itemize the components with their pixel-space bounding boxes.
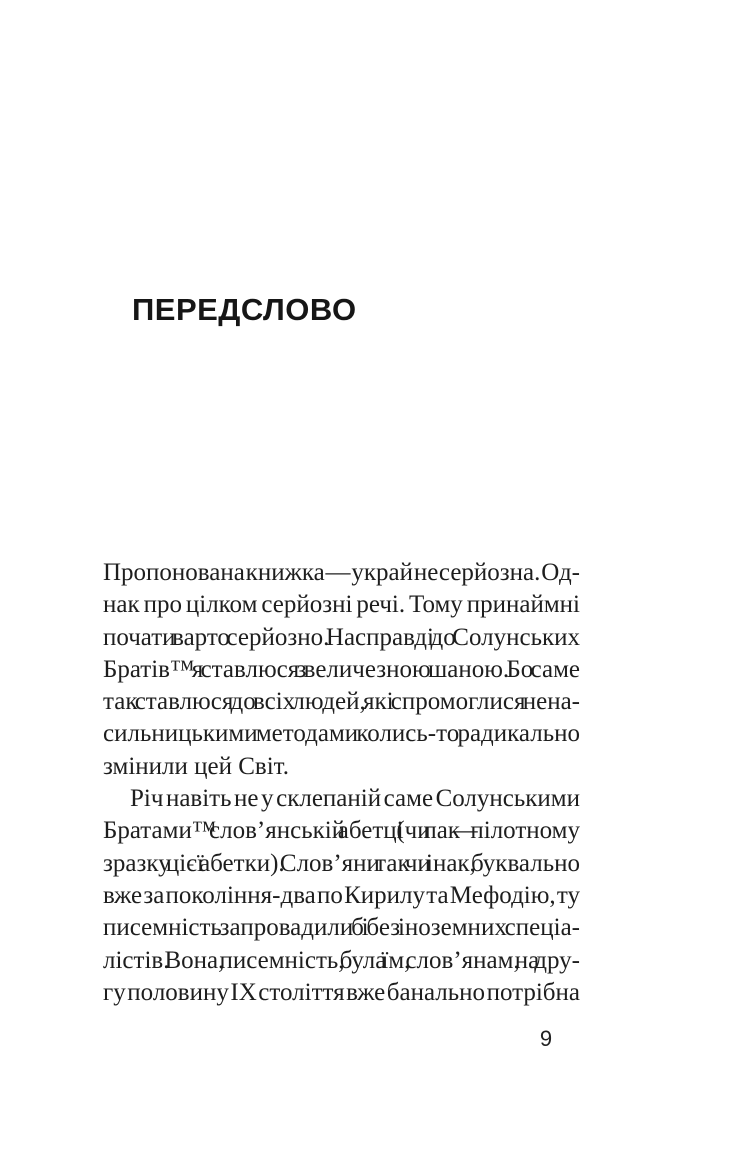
- text-line: вже за покоління-два по Кирилу та Мефодію, ту: [103, 881, 580, 909]
- text-line: писемність запровадили б і без іноземних спеціа-: [103, 914, 580, 942]
- chapter-heading: ПЕРЕДСЛОВО: [132, 292, 357, 327]
- text-line: так ставлюся до всіх людей, які спромоглися нена-: [103, 688, 580, 716]
- text-line: Річ навіть не у склепаній саме Солунськими: [130, 785, 580, 813]
- text-line: сильницькими методами колись-то радикально: [103, 720, 580, 748]
- text-line: Братів™ я ставлюся з величезною шаною. Бо саме: [103, 655, 580, 683]
- text-line: змінили цей Світ.: [103, 752, 289, 780]
- text-line: почати варто серйозно. Насправді до Солунських: [103, 623, 580, 651]
- text-line: нак про цілком серйозні речі. Тому принаймні: [103, 591, 580, 619]
- text-line: зразку цієї абетки). Слов’яни так чи інак, буквально: [103, 849, 580, 877]
- text-line: гу половину IX століття вже банально потрібна: [103, 978, 580, 1006]
- body-text: [103, 557, 580, 1009]
- text-line: Пропонована книжка — украй несерйозна. Од-: [103, 559, 580, 586]
- text-line: Братами™ слов’янській абетці (чи пак — пілотному: [103, 817, 580, 845]
- text-line: лістів. Вона, писемність, була їм, слов’янам, на дру-: [103, 946, 580, 974]
- page-number: 9: [539, 1026, 553, 1051]
